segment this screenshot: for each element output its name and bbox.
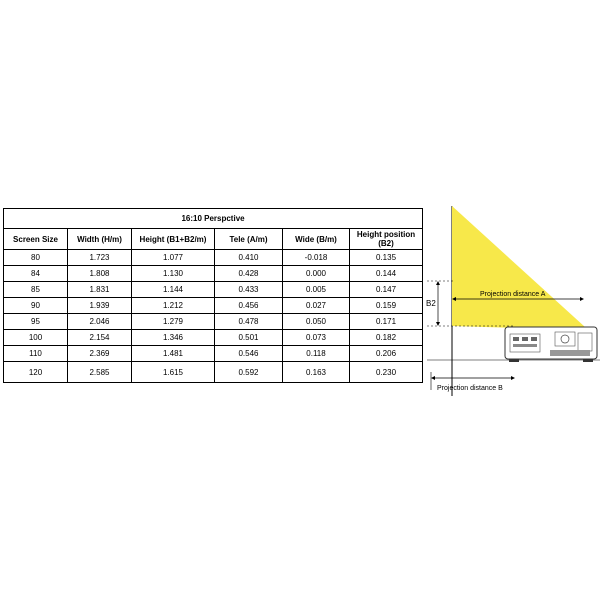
b2-arrow-bottom (436, 322, 440, 326)
projection-distance-diagram (425, 200, 600, 400)
header-row (4, 229, 423, 250)
table-cell: 110 (4, 346, 68, 362)
table-cell: 1.346 (132, 330, 215, 346)
distance-b-arrow-right (511, 376, 515, 380)
table-cell: 0.433 (215, 282, 283, 298)
table-cell: 2.046 (68, 314, 132, 330)
distance-a-arrow-right (580, 297, 584, 301)
table-cell: 0.144 (350, 266, 423, 282)
col-header-height: Height (B1+B2/m) (132, 229, 215, 250)
projector-icon (505, 327, 597, 362)
table-cell: 95 (4, 314, 68, 330)
table-cell: 85 (4, 282, 68, 298)
projection-beam (452, 206, 585, 330)
table-title: 16:10 Perspctive (4, 209, 423, 229)
distance-b-arrow-left (431, 376, 435, 380)
table-cell: 0.206 (350, 346, 423, 362)
label-projection-distance-b: Projection distance B (437, 385, 503, 392)
table-row (4, 266, 423, 282)
table-cell: 1.723 (68, 250, 132, 266)
table-cell: 80 (4, 250, 68, 266)
table-cell: 100 (4, 330, 68, 346)
table-cell: 0.230 (350, 362, 423, 383)
table-cell: 2.369 (68, 346, 132, 362)
table-cell: 0.171 (350, 314, 423, 330)
label-b2: B2 (426, 299, 436, 308)
table-cell: 0.050 (283, 314, 350, 330)
table-cell: 2.154 (68, 330, 132, 346)
table-cell: 0.410 (215, 250, 283, 266)
table-row (4, 250, 423, 266)
table-row (4, 282, 423, 298)
table-cell: 0.118 (283, 346, 350, 362)
table-cell: 0.592 (215, 362, 283, 383)
table-cell: 0.501 (215, 330, 283, 346)
table-cell: 0.073 (283, 330, 350, 346)
table-cell: 1.212 (132, 298, 215, 314)
table-row (4, 330, 423, 346)
b2-arrow-top (436, 281, 440, 285)
col-header-width: Width (H/m) (68, 229, 132, 250)
table-cell: 0.163 (283, 362, 350, 383)
table-cell: 0.005 (283, 282, 350, 298)
table-cell: -0.018 (283, 250, 350, 266)
col-header-height-position: Height position (B2) (350, 229, 423, 250)
table-cell: 0.147 (350, 282, 423, 298)
table-cell: 0.159 (350, 298, 423, 314)
table-cell: 1.144 (132, 282, 215, 298)
table-cell: 1.077 (132, 250, 215, 266)
table-cell: 0.478 (215, 314, 283, 330)
table-cell: 1.939 (68, 298, 132, 314)
table-cell: 120 (4, 362, 68, 383)
col-header-screen-size: Screen Size (4, 229, 68, 250)
table-cell: 1.831 (68, 282, 132, 298)
table-cell: 2.585 (68, 362, 132, 383)
table-row (4, 314, 423, 330)
table-cell: 0.027 (283, 298, 350, 314)
label-projection-distance-a: Projection distance A (480, 291, 546, 298)
table-cell: 1.481 (132, 346, 215, 362)
table-cell: 0.182 (350, 330, 423, 346)
table-cell: 1.279 (132, 314, 215, 330)
table-cell: 1.808 (68, 266, 132, 282)
table-cell: 0.456 (215, 298, 283, 314)
table-row (4, 362, 423, 383)
table-cell: 1.615 (132, 362, 215, 383)
table-cell: 84 (4, 266, 68, 282)
projection-spec-table (3, 208, 423, 383)
table-row (4, 298, 423, 314)
table-cell: 1.130 (132, 266, 215, 282)
table-cell: 0.428 (215, 266, 283, 282)
table-cell: 0.135 (350, 250, 423, 266)
table-cell: 0.546 (215, 346, 283, 362)
table-cell: 90 (4, 298, 68, 314)
col-header-wide: Wide (B/m) (283, 229, 350, 250)
diagram-svg (425, 200, 600, 400)
col-header-tele: Tele (A/m) (215, 229, 283, 250)
table-row (4, 346, 423, 362)
table-cell: 0.000 (283, 266, 350, 282)
